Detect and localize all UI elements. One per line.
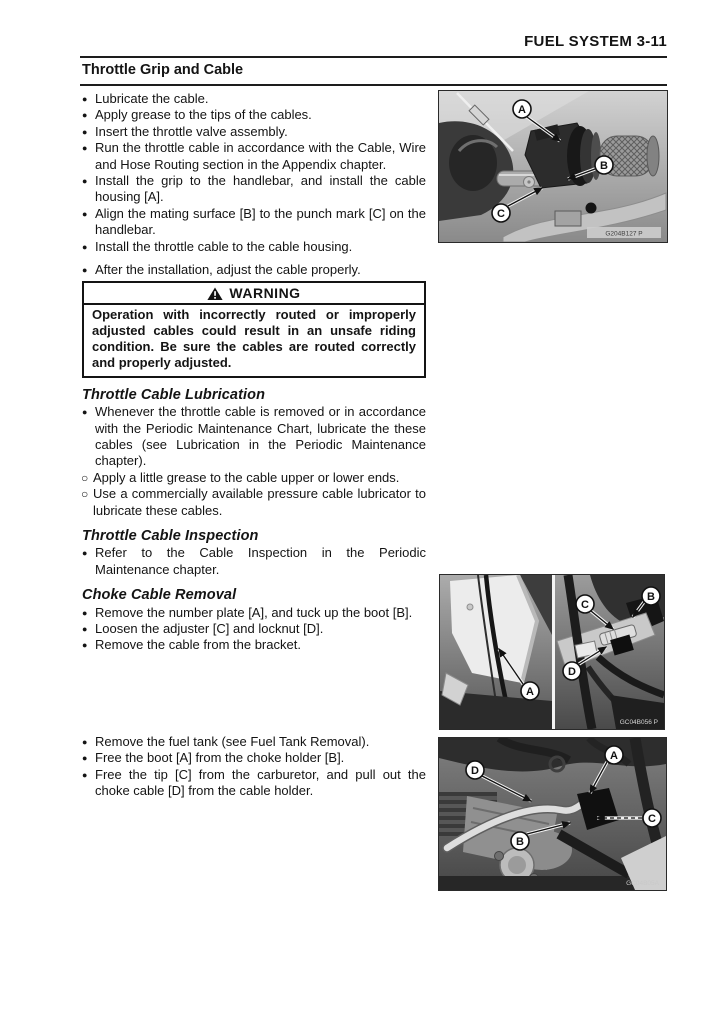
callout-a-label: A xyxy=(526,686,534,698)
callout-b-label: B xyxy=(600,160,608,172)
warning-header xyxy=(84,283,424,304)
lubrication-note: ○ Apply a little grease to the cable upper or lower ends. xyxy=(82,470,426,486)
figure-choke-plate-photo xyxy=(439,574,665,730)
heading-throttle-cable-inspection: Throttle Cable Inspection xyxy=(82,527,259,544)
section-title: Throttle Grip and Cable xyxy=(82,62,244,78)
callout-c-label: C xyxy=(648,813,656,825)
photo-code: GC04B056 P xyxy=(619,719,658,726)
photo-code: GC04B05A xyxy=(626,880,659,887)
callout-d-label: D xyxy=(471,765,479,777)
photo-code: G204B127 P xyxy=(605,230,643,238)
section-title-rule xyxy=(80,84,667,86)
heading-choke-cable-removal: Choke Cable Removal xyxy=(82,587,237,604)
callout-c-label: C xyxy=(581,599,589,611)
figure-throttle-grip-photo xyxy=(438,90,668,243)
callout-d-label: D xyxy=(568,666,576,678)
choke-step: ● Remove the fuel tank (see Fuel Tank Removal). xyxy=(82,734,426,750)
install-steps-list xyxy=(82,91,426,255)
install-step: ● Apply grease to the tips of the cables. xyxy=(82,107,426,123)
choke-step: ● Remove the cable from the bracket. xyxy=(82,637,426,653)
callout-a-label: A xyxy=(610,750,618,762)
install-step: ● Install the grip to the handlebar, and install the cable housing [A]. xyxy=(82,173,426,206)
choke-removal-list-a xyxy=(82,605,426,654)
lubrication-note: ○ Use a commercially available pressure cable lubricator to lubricate these cables. xyxy=(82,486,426,519)
warning-triangle-icon xyxy=(207,287,223,301)
panel-divider xyxy=(552,575,555,729)
choke-removal-list-b xyxy=(82,734,426,800)
install-step: ● Install the throttle cable to the cable housing. xyxy=(82,239,426,255)
install-step: ● Align the mating surface [B] to the punch mark [C] on the handlebar. xyxy=(82,206,426,239)
install-step: ● Insert the throttle valve assembly. xyxy=(82,124,426,140)
inspection-step: ● Refer to the Cable Inspection in the Periodic Maintenance chapter. xyxy=(82,545,426,578)
choke-plate-illustration xyxy=(440,575,664,729)
choke-step: ● Free the tip [C] from the carburetor, and pull out the choke cable [D] from the cable holder. xyxy=(82,767,426,800)
figure-choke-carburetor-photo xyxy=(438,737,667,891)
choke-carburetor-illustration xyxy=(439,738,666,890)
lubrication-step: ● Whenever the throttle cable is removed or in accordance with the Periodic Maintenance Chart, lubricate the these cables (see Lubrication in the Periodic Maintenance chapter). xyxy=(82,404,426,470)
lubrication-list xyxy=(82,404,426,519)
warning-box xyxy=(82,281,426,377)
heading-throttle-cable-lubrication: Throttle Cable Lubrication xyxy=(82,386,266,403)
callout-c-label: C xyxy=(497,208,505,220)
callout-b-label: B xyxy=(647,591,655,603)
inspection-list xyxy=(82,545,426,578)
install-step: ● Lubricate the cable. xyxy=(82,91,426,107)
choke-step: ● Loosen the adjuster [C] and locknut [D]. xyxy=(82,621,426,637)
warning-text: Operation with incorrectly routed or improperly adjusted cables could result in an unsafe riding condition. Be sure the cables are routed correctly and properly adjusted. xyxy=(92,306,416,371)
throttle-grip-illustration xyxy=(439,91,667,242)
post-install-step: ● After the installation, adjust the cable properly. xyxy=(82,262,426,278)
page-header: FUEL SYSTEM 3-11 xyxy=(524,33,667,50)
callout-b-label: B xyxy=(516,836,524,848)
procedure-column xyxy=(82,91,426,799)
install-step: ● Run the throttle cable in accordance with the Cable, Wire and Hose Routing section in the Appendix chapter. xyxy=(82,140,426,173)
post-install-list xyxy=(82,262,426,278)
choke-step: ● Remove the number plate [A], and tuck up the boot [B]. xyxy=(82,605,426,621)
callout-a-label: A xyxy=(518,104,526,116)
header-rule xyxy=(80,56,667,58)
choke-step: ● Free the boot [A] from the choke holder [B]. xyxy=(82,750,426,766)
warning-label: WARNING xyxy=(229,285,301,302)
